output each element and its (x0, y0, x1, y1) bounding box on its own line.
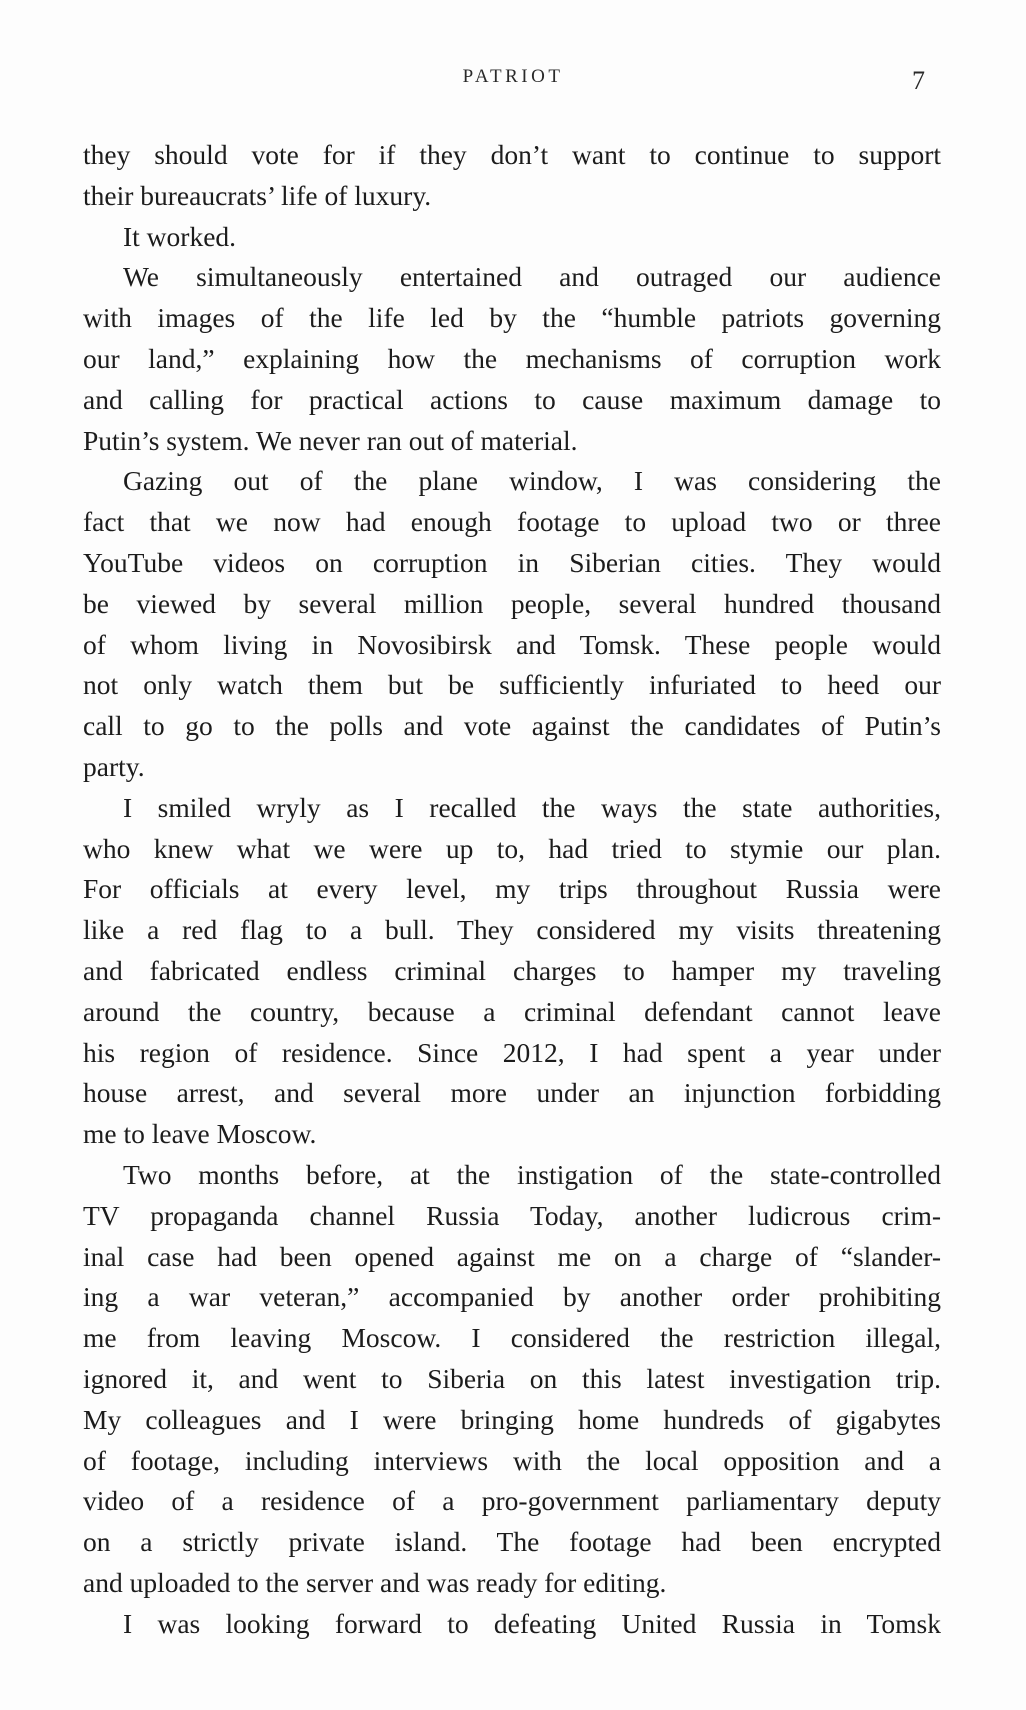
text-line: around the country, because a criminal defendant cannot leave (83, 995, 941, 1027)
text-line: I was looking forward to defeating United Russia in Tomsk (123, 1607, 941, 1639)
text-line: We simultaneously entertained and outraged our audience (123, 261, 941, 293)
text-line: inal case had been opened against me on a charge of “slander- (83, 1240, 941, 1272)
text-line: call to go to the polls and vote against the candidates of Putin’s (83, 710, 941, 742)
page-number: 7 (912, 66, 925, 95)
text-line: of whom living in Novosibirsk and Tomsk. These people would (83, 628, 941, 660)
text-line: and fabricated endless criminal charges to hamper my traveling (83, 954, 941, 986)
text-line: his region of residence. Since 2012, I had spent a year under (83, 1036, 941, 1068)
paragraph (83, 788, 941, 1155)
text-line: fact that we now had enough footage to upload two or three (83, 506, 941, 538)
text-line: on a strictly private island. The footage had been encrypted (83, 1526, 941, 1558)
text-line: me to leave Moscow. (83, 1118, 317, 1150)
paragraph (83, 257, 941, 461)
paragraph (83, 1604, 941, 1645)
text-line: not only watch them but be sufficiently infuriated to heed our (83, 669, 941, 701)
text-line: who knew what we were up to, had tried to stymie our plan. (83, 832, 941, 864)
running-head: PATRIOT (462, 66, 564, 87)
paragraph (83, 217, 941, 258)
text-line: their bureaucrats’ life of luxury. (83, 179, 432, 211)
text-line: be viewed by several million people, several hundred thousand (83, 587, 941, 619)
text-line: video of a residence of a pro-government parliamentary deputy (83, 1485, 941, 1517)
text-line: It worked. (123, 220, 237, 252)
text-line: they should vote for if they don’t want to continue to support (83, 139, 941, 170)
text-line: house arrest, and several more under an injunction forbidding (83, 1077, 941, 1109)
text-line: For officials at every level, my trips throughout Russia were (83, 873, 941, 905)
text-line: our land,” explaining how the mechanisms of corruption work (83, 342, 941, 374)
text-line: Two months before, at the instigation of the state-controlled (123, 1158, 941, 1190)
text-line: me from leaving Moscow. I considered the restriction illegal, (83, 1322, 941, 1354)
text-line: YouTube videos on corruption in Siberian cities. They would (83, 546, 941, 578)
text-line: TV propaganda channel Russia Today, another ludicrous crim- (83, 1199, 941, 1231)
text-line: I smiled wryly as I recalled the ways the state authorities, (123, 791, 941, 823)
text-line: Gazing out of the plane window, I was considering the (123, 465, 941, 497)
text-line: and calling for practical actions to cause maximum damage to (83, 383, 941, 415)
text-line: My colleagues and I were bringing home hundreds of gigabytes (83, 1403, 941, 1435)
text-line: like a red flag to a bull. They considered my visits threatening (83, 914, 941, 946)
body-text (83, 135, 941, 1644)
paragraph (83, 135, 941, 217)
text-line: of footage, including interviews with the local opposition and a (83, 1444, 941, 1476)
paragraph (83, 461, 941, 787)
paragraph (83, 1155, 941, 1604)
text-line: and uploaded to the server and was ready for editing. (83, 1566, 667, 1598)
text-line: ignored it, and went to Siberia on this latest investigation trip. (83, 1362, 941, 1394)
text-line: Putin’s system. We never ran out of material. (83, 424, 578, 456)
text-line: party. (83, 750, 145, 782)
text-line: with images of the life led by the “humble patriots governing (83, 302, 941, 334)
text-line: ing a war veteran,” accompanied by another order prohibiting (83, 1281, 941, 1313)
